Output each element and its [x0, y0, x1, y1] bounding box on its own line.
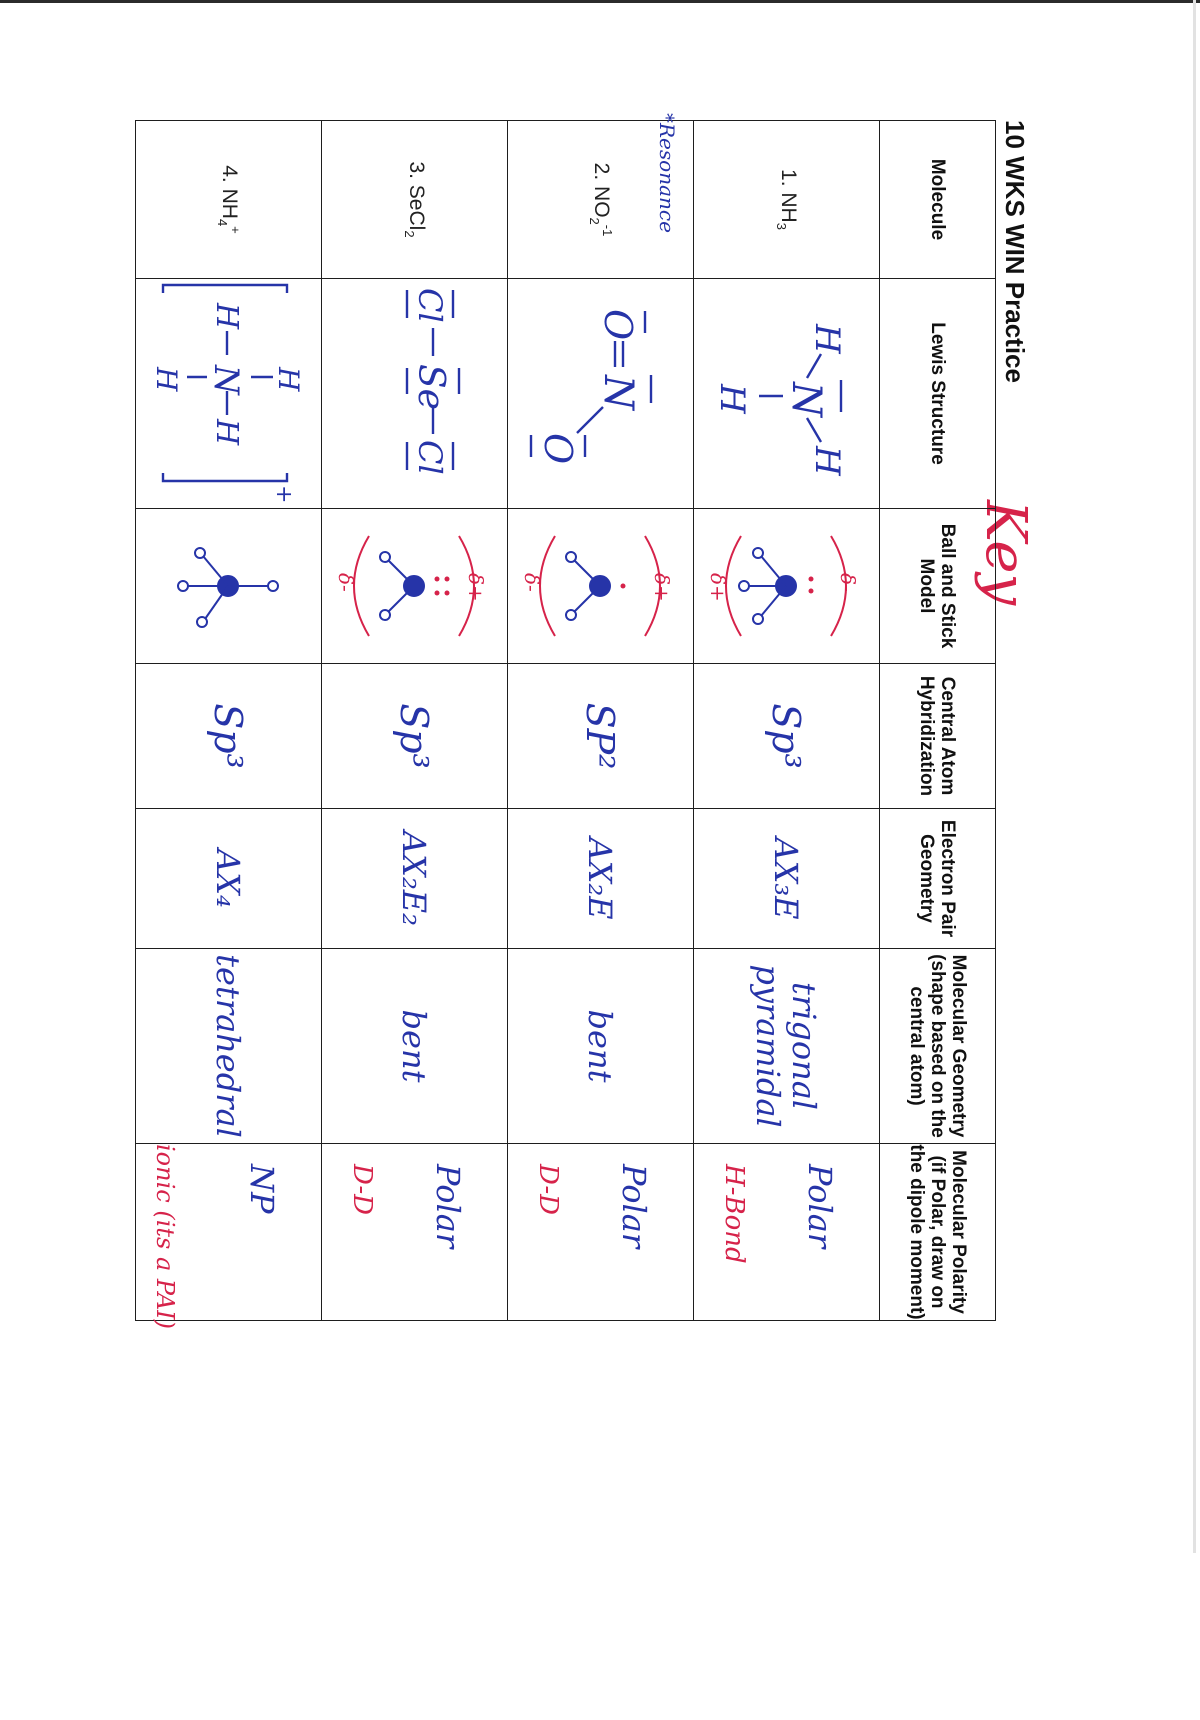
svg-text:δ+: δ+ [650, 573, 675, 602]
practice-table [135, 113, 996, 1330]
svg-text:δ+: δ+ [464, 573, 489, 602]
molecule-cell [322, 121, 508, 279]
svg-text:H: H [272, 367, 306, 392]
polarity-value: Polar [429, 1164, 467, 1249]
svg-text:H: H [209, 419, 245, 446]
svg-text:Cl: Cl [411, 439, 450, 475]
svg-text:Cl: Cl [411, 287, 450, 323]
row-number: 1. [776, 169, 800, 187]
worksheet-title: 10 WKS WIN Practice [1000, 120, 1030, 383]
imf-value: D-D [533, 1164, 563, 1215]
molecular-geometry-cell: trigonal pyramidal [694, 949, 880, 1144]
molecule-formula: $NO_2^{-1}$ [586, 186, 615, 237]
ball-stick-model [322, 509, 508, 664]
lewis-structure-drawing [322, 279, 508, 509]
ball-stick-model [136, 509, 322, 664]
lewis-structure-drawing [694, 279, 880, 509]
polarity-value: NP [243, 1164, 281, 1214]
row-number: 3. [404, 161, 428, 179]
svg-text:H: H [209, 303, 245, 330]
svg-text:δ-: δ- [334, 573, 359, 592]
table-row [694, 121, 880, 1321]
hybridization-cell: Sp³ [694, 664, 880, 809]
header-molecular-geometry: Molecular Geometry (shape based on the central atom) [880, 949, 996, 1144]
row-number: 4. [217, 165, 241, 183]
hybridization-cell: Sp³ [322, 664, 508, 809]
svg-text:H: H [807, 323, 848, 354]
lewis-structure-drawing [136, 279, 322, 509]
hybridization-cell: SP² [508, 664, 694, 809]
scan-top-edge [0, 0, 1200, 3]
molecular-geometry-cell: tetrahedral [136, 949, 322, 1144]
header-row [880, 121, 996, 1321]
lewis-structure-drawing [508, 279, 694, 509]
header-lewis: Lewis Structure [880, 279, 996, 509]
imf-value: ionic (its a PAI) [151, 1144, 179, 1330]
svg-text:δ-: δ- [836, 573, 861, 592]
polarity-cell [508, 1144, 694, 1321]
table-row [136, 121, 322, 1321]
svg-text:δ+: δ+ [706, 573, 731, 602]
ball-stick-model [694, 509, 880, 664]
molecule-formula: $NH_4^+$ [214, 188, 243, 234]
svg-text:O: O [596, 308, 641, 340]
molecule-formula: SeCl$_2$ [401, 184, 428, 238]
svg-text:N: N [206, 365, 247, 395]
svg-text:N: N [783, 381, 830, 417]
header-polarity: Molecular Polarity (if Polar, draw on the dipole moment) [880, 1144, 996, 1321]
imf-value: H-Bond [719, 1164, 749, 1264]
svg-text:δ-: δ- [520, 573, 545, 592]
molecule-cell [694, 121, 880, 279]
header-hybridization: Central Atom Hybridization [880, 664, 996, 809]
imf-value: D-D [347, 1164, 377, 1215]
molecule-cell [136, 121, 322, 279]
worksheet-page [130, 113, 1038, 1720]
polarity-value: Polar [615, 1164, 653, 1249]
svg-text:H: H [150, 367, 184, 392]
polarity-value: Polar [801, 1164, 839, 1249]
polarity-cell [136, 1144, 322, 1330]
header-molecule: Molecule [880, 121, 996, 279]
polarity-cell [322, 1144, 508, 1321]
header-ball-stick: Ball and Stick Model [880, 509, 996, 664]
electron-geometry-cell: AX₂E₂ [322, 809, 508, 949]
svg-text:O: O [536, 432, 581, 464]
table-row [322, 121, 508, 1321]
svg-text:N: N [595, 374, 642, 410]
molecule-formula: $NH_3$ [773, 192, 800, 230]
resonance-note: *Resonance [655, 113, 679, 233]
electron-geometry-cell: AX₄ [136, 809, 322, 949]
header-electron-geometry: Electron Pair Geometry [880, 809, 996, 949]
ball-stick-model [508, 509, 694, 664]
svg-text:H: H [807, 445, 848, 476]
electron-geometry-cell: AX₂E [508, 809, 694, 949]
key-label: Key [973, 500, 1038, 606]
scan-right-edge [1193, 0, 1196, 1553]
molecular-geometry-cell: bent [322, 949, 508, 1144]
molecule-cell [508, 113, 694, 279]
molecular-geometry-cell: bent [508, 949, 694, 1144]
row-number: 2. [589, 162, 613, 181]
hybridization-cell: Sp³ [136, 664, 322, 809]
electron-geometry-cell: AX₃E [694, 809, 880, 949]
polarity-cell [694, 1144, 880, 1321]
table-row [508, 121, 694, 1321]
svg-text:+: + [271, 485, 297, 504]
svg-text:Se: Se [410, 363, 452, 410]
svg-text:H: H [712, 383, 753, 414]
